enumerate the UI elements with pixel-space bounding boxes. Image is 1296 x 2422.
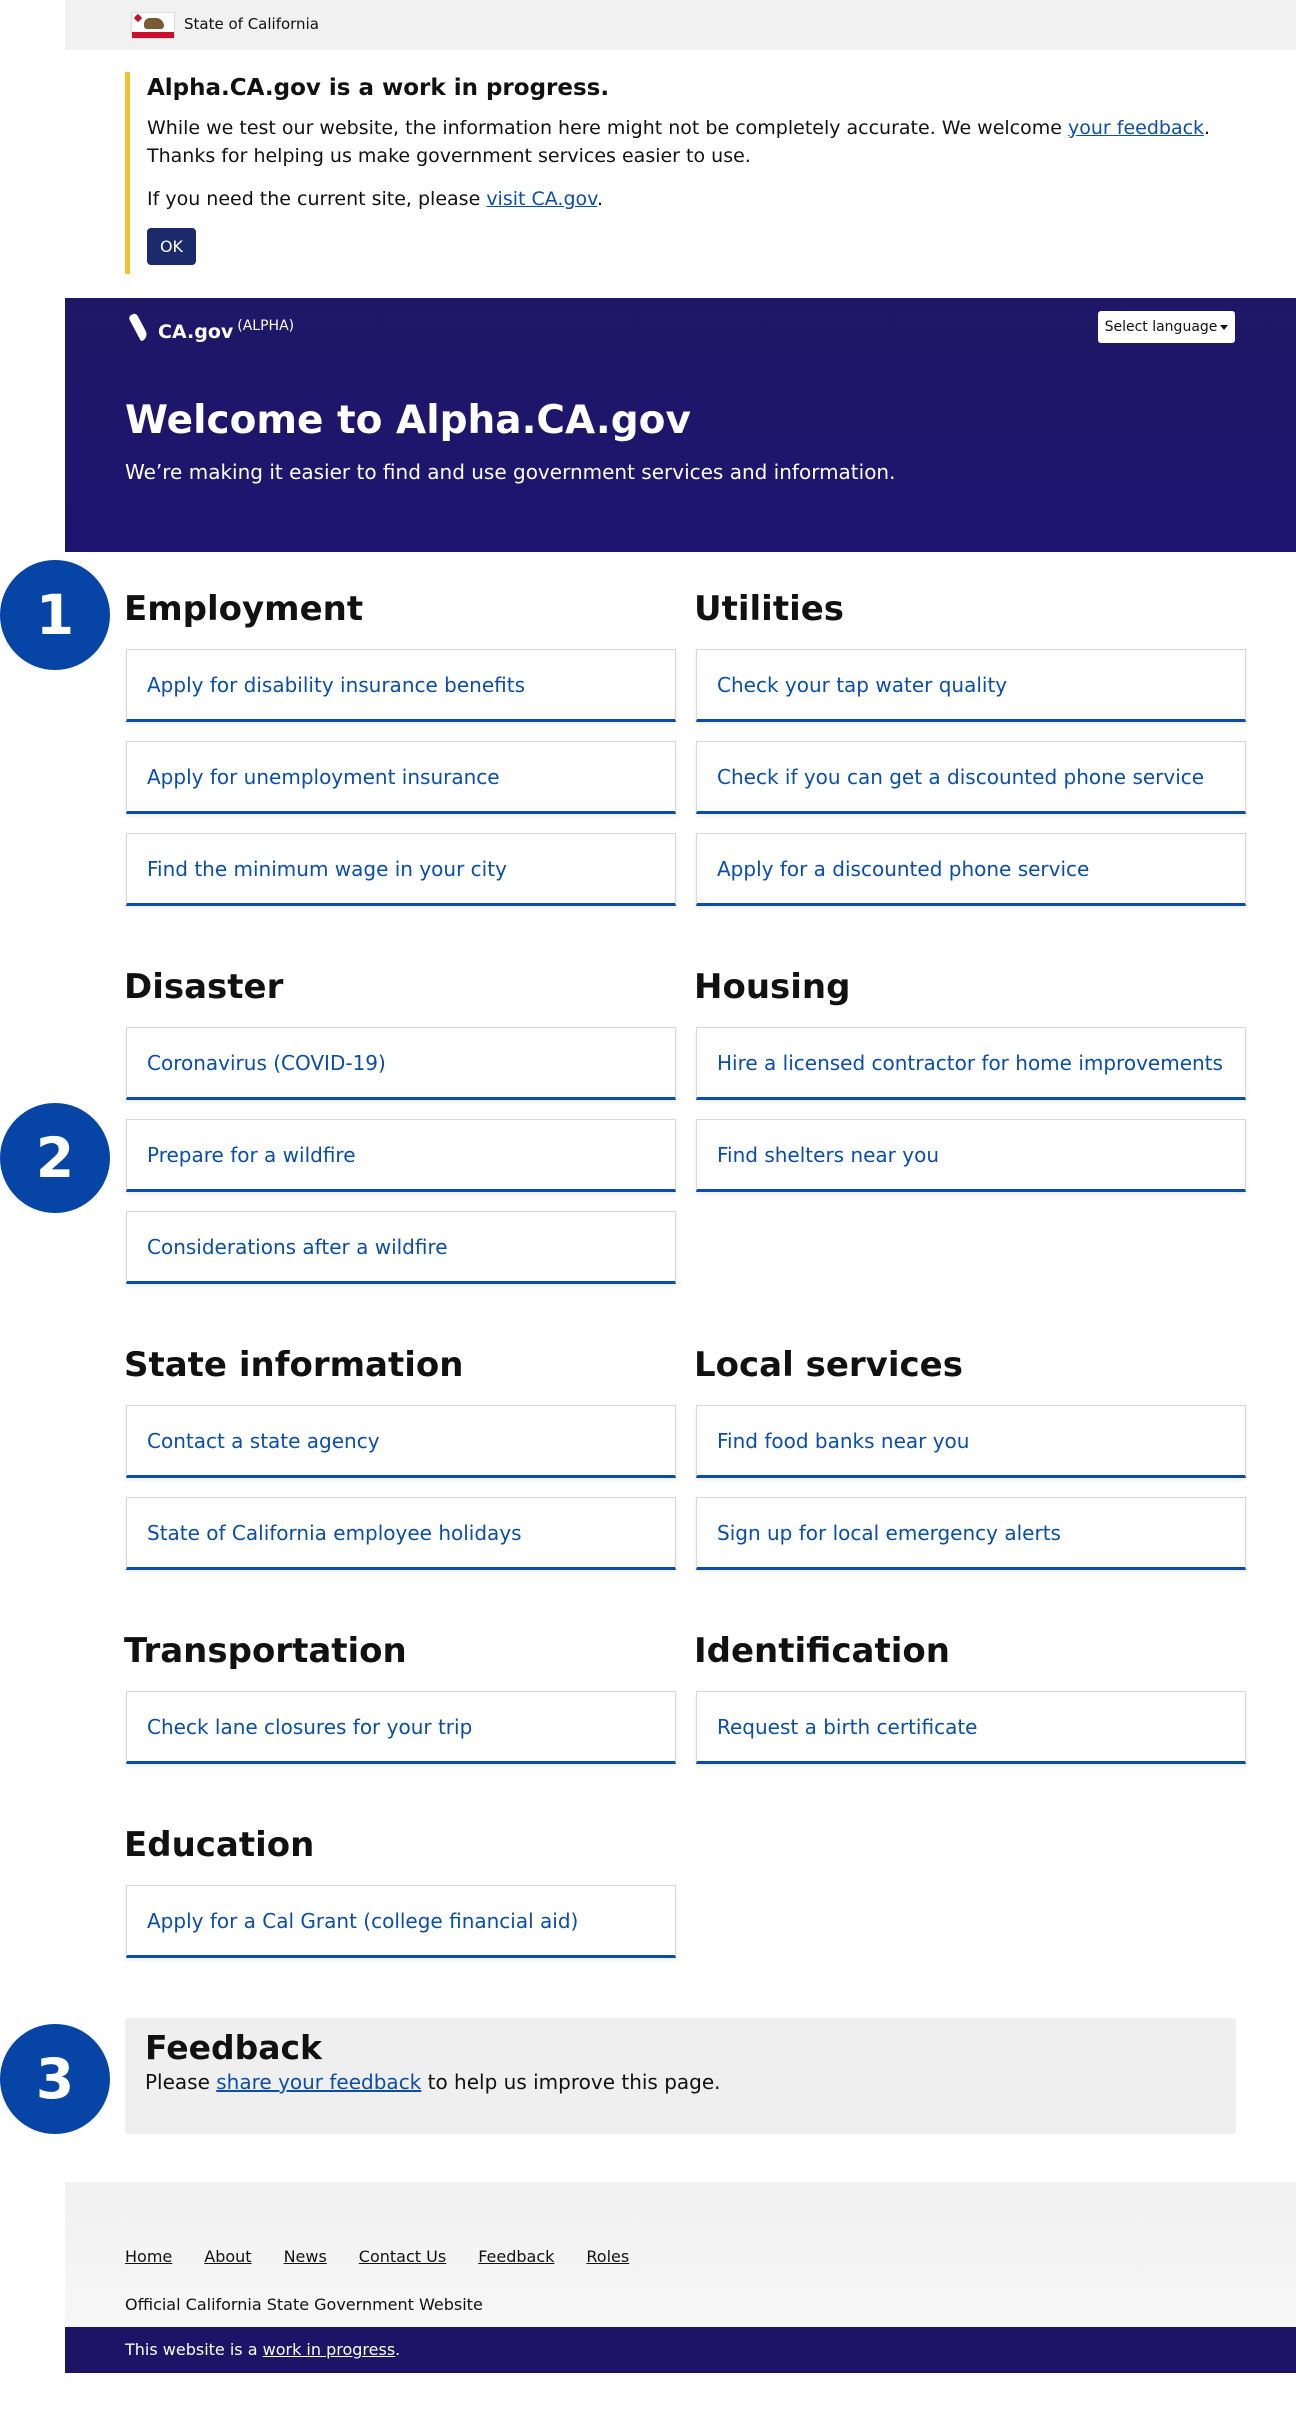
visit-ca-gov-link[interactable]: visit CA.gov: [486, 188, 597, 210]
alert-text: While we test our website, the information here might not be completely accurate. We welcome: [147, 117, 1068, 139]
section-transportation: [124, 1632, 677, 1783]
service-link[interactable]: Apply for unemployment insurance: [126, 741, 676, 814]
section-title: Housing: [694, 967, 851, 1007]
california-logo-icon: [130, 313, 152, 343]
footer-link-feedback[interactable]: Feedback: [478, 2247, 555, 2266]
step-marker-3: 3: [0, 2024, 110, 2134]
service-link[interactable]: State of California employee holidays: [126, 1497, 676, 1570]
section-education: [124, 1826, 677, 1977]
step-marker-2: 2: [0, 1103, 110, 1213]
section-title: Identification: [694, 1631, 950, 1671]
footer: [65, 2182, 1296, 2327]
ca-gov-logo[interactable]: [130, 313, 294, 343]
california-flag-icon: [131, 12, 175, 39]
bottom-text: .: [395, 2340, 401, 2359]
footer-official-text: Official California State Government Website: [125, 2295, 483, 2314]
section-local-services: [694, 1346, 1247, 1589]
section-title: Utilities: [694, 589, 845, 629]
service-link[interactable]: Hire a licensed contractor for home improvements: [696, 1027, 1246, 1100]
page: [65, 0, 1296, 2373]
ok-button[interactable]: OK: [147, 228, 196, 265]
service-link[interactable]: Apply for a discounted phone service: [696, 833, 1246, 906]
bottom-text: This website is a: [125, 2340, 263, 2359]
section-state-information: [124, 1346, 677, 1589]
section-title: Education: [124, 1825, 315, 1865]
service-link[interactable]: Check lane closures for your trip: [126, 1691, 676, 1764]
bottom-bar: [65, 2327, 1296, 2373]
logo-text: CA.gov: [158, 321, 234, 343]
service-link[interactable]: Check if you can get a discounted phone service: [696, 741, 1246, 814]
service-link[interactable]: Apply for a Cal Grant (college financial aid): [126, 1885, 676, 1958]
alert-current-site: [147, 185, 1257, 213]
footer-link-roles[interactable]: Roles: [586, 2247, 630, 2266]
work-in-progress-note: [125, 2340, 400, 2359]
feedback-text-part: to help us improve this page.: [421, 2070, 721, 2094]
feedback-title: Feedback: [145, 2028, 322, 2067]
section-title: Employment: [124, 589, 364, 629]
logo-alpha-label: (ALPHA): [237, 318, 295, 334]
page-subtitle: We’re making it easier to find and use government services and information.: [125, 460, 896, 484]
state-name: State of California: [184, 15, 319, 33]
section-title: Transportation: [124, 1631, 407, 1671]
service-link[interactable]: Check your tap water quality: [696, 649, 1246, 722]
hero-banner: [65, 298, 1296, 552]
footer-link-about[interactable]: About: [204, 2247, 252, 2266]
section-title: Local services: [694, 1345, 963, 1385]
share-feedback-link[interactable]: share your feedback: [216, 2070, 422, 2094]
service-link[interactable]: Considerations after a wildfire: [126, 1211, 676, 1284]
section-employment: [124, 590, 677, 925]
alert-text: .: [596, 188, 603, 210]
section-disaster: [124, 968, 677, 1303]
your-feedback-link[interactable]: your feedback: [1068, 117, 1205, 139]
service-link[interactable]: Find shelters near you: [696, 1119, 1246, 1192]
alert-message: [147, 114, 1257, 170]
section-title: State information: [124, 1345, 464, 1385]
section-utilities: [694, 590, 1247, 925]
service-link[interactable]: Find the minimum wage in your city: [126, 833, 676, 906]
page-title: Welcome to Alpha.CA.gov: [125, 398, 691, 443]
caret-down-icon: [1220, 325, 1228, 330]
state-bar: [65, 0, 1296, 50]
footer-link-news[interactable]: News: [283, 2247, 327, 2266]
work-in-progress-alert: [125, 72, 1285, 274]
alert-title: Alpha.CA.gov is a work in progress.: [147, 75, 610, 101]
step-marker-1: 1: [0, 560, 110, 670]
select-language-button[interactable]: [1098, 311, 1235, 343]
feedback-text: [145, 2070, 1216, 2094]
footer-nav: [125, 2247, 661, 2266]
feedback-panel: [125, 2018, 1236, 2134]
section-identification: [694, 1632, 1247, 1783]
alert-text: If you need the current site, please: [147, 188, 487, 210]
footer-link-home[interactable]: Home: [125, 2247, 173, 2266]
footer-link-contact-us[interactable]: Contact Us: [358, 2247, 447, 2266]
work-in-progress-link[interactable]: work in progress: [262, 2340, 396, 2359]
service-link[interactable]: Sign up for local emergency alerts: [696, 1497, 1246, 1570]
feedback-text-part: Please: [145, 2070, 217, 2094]
alert-text: . Thanks for helping us make government services easier to use.: [147, 117, 1211, 167]
section-housing: [694, 968, 1247, 1211]
select-language-label: Select language: [1104, 319, 1218, 335]
section-title: Disaster: [124, 967, 284, 1007]
service-link[interactable]: Prepare for a wildfire: [126, 1119, 676, 1192]
service-link[interactable]: Request a birth certificate: [696, 1691, 1246, 1764]
service-link[interactable]: Contact a state agency: [126, 1405, 676, 1478]
service-link[interactable]: Apply for disability insurance benefits: [126, 649, 676, 722]
service-link[interactable]: Coronavirus (COVID-19): [126, 1027, 676, 1100]
service-link[interactable]: Find food banks near you: [696, 1405, 1246, 1478]
